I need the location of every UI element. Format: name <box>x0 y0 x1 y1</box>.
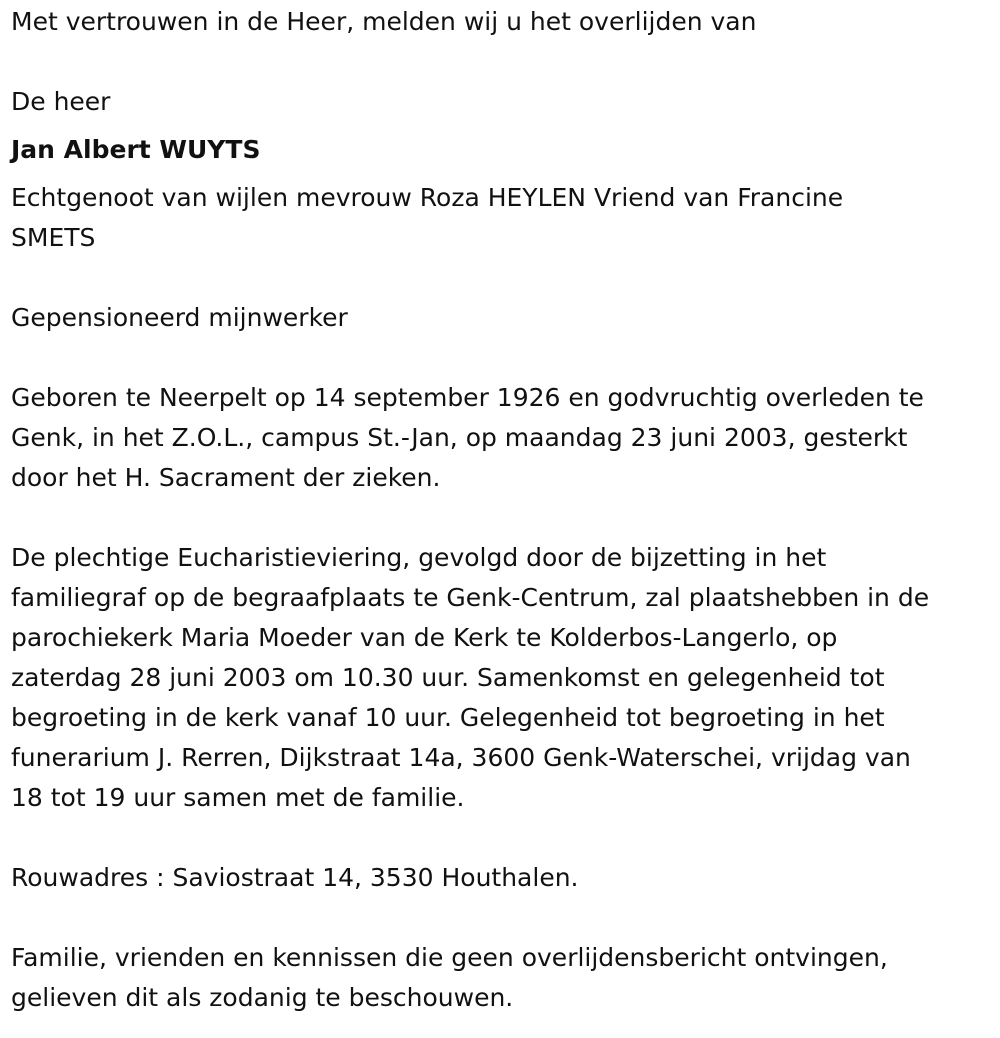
paragraph-line: Geboren te Neerpelt op 14 september 1926 en godvruchtig overleden te <box>11 383 924 412</box>
paragraph-line: door het H. Sacrament der zieken. <box>11 463 441 492</box>
intro-text: Met vertrouwen in de Heer, melden wij u het overlijden van <box>11 7 757 36</box>
obituary-notice <box>11 2 991 1018</box>
spouse-line: SMETS <box>11 223 96 252</box>
paragraph-line: gelieven dit als zodanig te beschouwen. <box>11 983 514 1012</box>
paragraph-line: funerarium J. Rerren, Dijkstraat 14a, 3600 Genk-Waterschei, vrijdag van <box>11 743 911 772</box>
paragraph-line: begroeting in de kerk vanaf 10 uur. Gelegenheid tot begroeting in het <box>11 703 885 732</box>
paragraph-line: zaterdag 28 juni 2003 om 10.30 uur. Samenkomst en gelegenheid tot <box>11 663 885 692</box>
paragraph-line: 18 tot 19 uur samen met de familie. <box>11 783 465 812</box>
paragraph-line: Familie, vrienden en kennissen die geen overlijdensbericht ontvingen, <box>11 943 888 972</box>
honorific: De heer <box>11 87 111 116</box>
ceremony-paragraph <box>11 538 991 818</box>
closing-paragraph <box>11 938 991 1018</box>
mourning-address: Rouwadres : Saviostraat 14, 3530 Houthalen. <box>11 863 579 892</box>
profession: Gepensioneerd mijnwerker <box>11 303 348 332</box>
deceased-name: Jan Albert WUYTS <box>11 135 261 164</box>
birth-death-paragraph <box>11 378 991 498</box>
paragraph-line: parochiekerk Maria Moeder van de Kerk te Kolderbos-Langerlo, op <box>11 623 838 652</box>
paragraph-line: familiegraf op de begraafplaats te Genk-Centrum, zal plaatshebben in de <box>11 583 930 612</box>
spouse-paragraph <box>11 178 991 258</box>
paragraph-line: De plechtige Eucharistieviering, gevolgd door de bijzetting in het <box>11 543 827 572</box>
paragraph-line: Genk, in het Z.O.L., campus St.-Jan, op maandag 23 juni 2003, gesterkt <box>11 423 908 452</box>
spouse-line: Echtgenoot van wijlen mevrouw Roza HEYLEN Vriend van Francine <box>11 183 844 212</box>
